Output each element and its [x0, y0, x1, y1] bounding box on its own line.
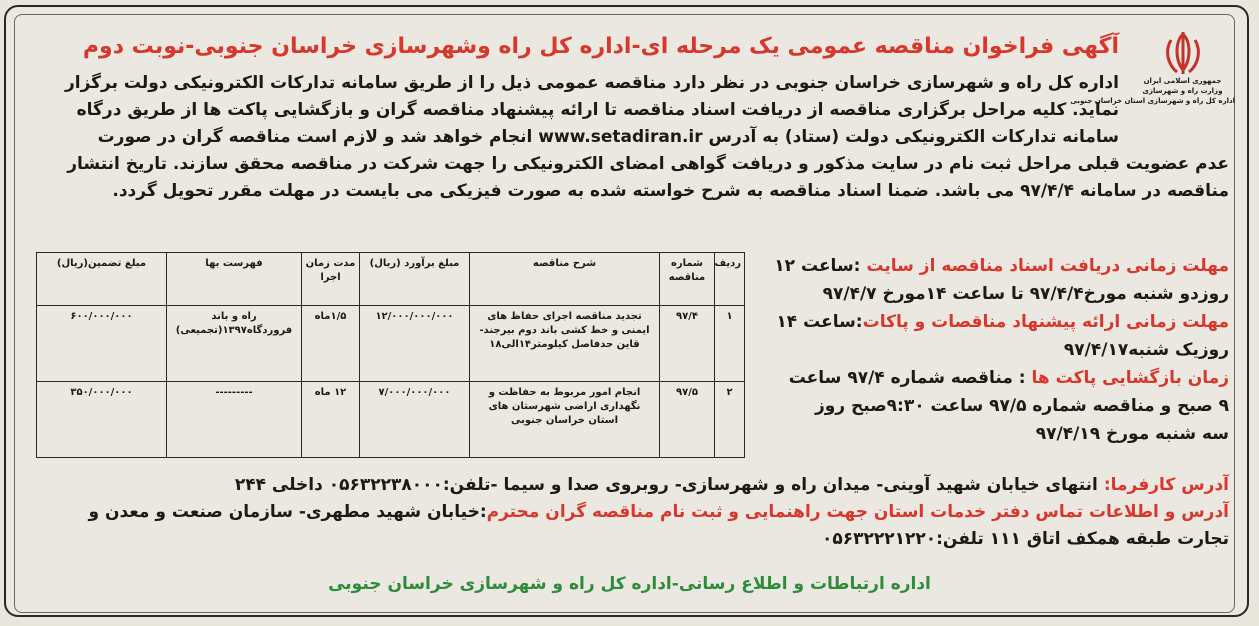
col-header-guarantee: مبلغ تضمین(ریال): [37, 253, 167, 306]
cell-guarantee: ۳۵۰/۰۰۰/۰۰۰: [37, 382, 167, 458]
office-address-value-1: :خیابان شهید مطهری- سازمان صنعت و معدن و: [88, 502, 487, 522]
col-header-description: شرح مناقصه: [470, 253, 660, 306]
office-address-value-2: تجارت طبقه همکف اتاق ۱۱۱ تلفن:۰۵۶۳۲۲۲۱۲۲۰: [821, 529, 1229, 549]
schedule-section: [744, 252, 1229, 448]
issuer-footer: اداره ارتباطات و اطلاع رسانی-اداره کل راه و شهرسازی خراسان جنوبی: [328, 574, 931, 594]
docs-deadline-time: :ساعت ۱۲: [774, 256, 861, 276]
intro-line: نماید. کلیه مراحل برگزاری مناقصه از دریافت اسناد مناقصه تا ارائه پیشنهاد مناقصه گران و بازگشایی پاکت ها از طریق درگاه: [76, 100, 1119, 120]
cell-row-number: ۱: [715, 306, 745, 382]
col-header-estimate: مبلغ برآورد (ریال): [360, 253, 470, 306]
intro-line: سامانه تدارکات الکترونیکی دولت (ستاد) به آدرس www.setadiran.ir انجام خواهد شد و لازم است مناقصه گران در صورت: [97, 127, 1119, 147]
cell-tender-number: ۹۷/۴: [660, 306, 715, 382]
office-address-label: آدرس و اطلاعات تماس دفتر خدمات استان جهت راهنمایی و ثبت نام مناقصه گران محترم: [486, 502, 1229, 522]
intro-line: عدم عضویت قبلی مراحل ثبت نام در سایت مذکور و دریافت گواهی امضای الکترونیکی را جهت شرکت در مناقصه محقق سازند. تاریخ انتشار: [67, 154, 1229, 174]
opening-line-1: : مناقصه شماره ۹۷/۴ ساعت: [788, 368, 1026, 388]
cell-price-list: راه و باند فروردگاه۱۳۹۷(تجمیعی): [167, 306, 302, 382]
cell-description: انجام امور مربوط به حفاظت و نگهداری اراضی شهرستان های استان خراسان جنوبی: [470, 382, 660, 458]
intro-line: اداره کل راه و شهرسازی خراسان جنوبی در نظر دارد مناقصه عمومی ذیل را از طریق سامانه تدارکات الکترونیکی دولت برگزار: [64, 73, 1119, 93]
bids-deadline-time: :ساعت ۱۴: [776, 312, 863, 332]
table-row: [37, 306, 745, 382]
bids-deadline-label: مهلت زمانی ارائه پیشنهاد مناقصات و پاکات: [862, 312, 1229, 332]
col-header-row-number: ردیف: [715, 253, 745, 306]
intro-line: مناقصه در سامانه ۹۷/۴/۴ می باشد. ضمنا اسناد مناقصه به شرح خواسته شده به صورت فیزیکی می بایست در مهلت مقرر تحویل گردد.: [112, 181, 1229, 201]
cell-duration: ۱/۵ماه: [302, 306, 360, 382]
cell-estimate: ۱۲/۰۰۰/۰۰۰/۰۰۰: [360, 306, 470, 382]
opening-label: زمان بازگشایی پاکت ها: [1031, 368, 1229, 388]
opening-line-3: سه شنبه مورخ ۹۷/۴/۱۹: [1035, 424, 1229, 444]
employer-address-value: انتهای خیابان شهید آوینی- میدان راه و شهرسازی- روبروی صدا و سیما -تلفن:۰۵۶۳۲۲۳۸۰۰۰ داخلی ۲۴۴: [234, 475, 1104, 495]
logo-line-3: اداره کل راه و شهرسازی استان خراسان جنوبی: [1070, 97, 1235, 105]
docs-deadline-date: روزدو شنبه مورخ۹۷/۴/۴ تا ساعت ۱۴مورخ ۹۷/۴/۷: [822, 284, 1229, 304]
bids-deadline-date: روزیک شنبه۹۷/۴/۱۷: [1063, 340, 1229, 360]
cell-price-list: ---------: [167, 382, 302, 458]
col-header-duration: مدت زمان اجرا: [302, 253, 360, 306]
table-row: [37, 382, 745, 458]
cell-duration: ۱۲ ماه: [302, 382, 360, 458]
notice-title: آگهی فراخوان مناقصه عمومی یک مرحله ای-اداره کل راه وشهرسازی خراسان جنوبی-نوبت دوم: [82, 34, 1119, 59]
table-header-row: [37, 253, 745, 306]
cell-guarantee: ۶۰۰/۰۰۰/۰۰۰: [37, 306, 167, 382]
cell-description: تجدید مناقصه اجرای حفاظ های ایمنی و خط کشی باند دوم بیرجند- قاین حدفاصل کیلومتر۱۴الی۱۸: [470, 306, 660, 382]
logo-line-1: جمهوری اسلامی ایران: [1143, 77, 1222, 85]
cell-estimate: ۷/۰۰۰/۰۰۰/۰۰۰: [360, 382, 470, 458]
cell-tender-number: ۹۷/۵: [660, 382, 715, 458]
employer-address-label: آدرس کارفرما:: [1103, 475, 1229, 495]
logo-line-2: وزارت راه و شهرسازی: [1142, 87, 1223, 95]
iran-emblem-icon: [1161, 30, 1205, 76]
opening-line-2: ۹ صبح و مناقصه شماره ۹۷/۵ ساعت ۹:۳۰صبح روز: [814, 396, 1229, 416]
tender-table: [36, 252, 745, 458]
contact-section: [29, 472, 1229, 553]
cell-row-number: ۲: [715, 382, 745, 458]
ministry-logo: [1070, 24, 1235, 134]
col-header-price-list: فهرست بها: [167, 253, 302, 306]
col-header-tender-number: شماره مناقصه: [660, 253, 715, 306]
docs-deadline-label: مهلت زمانی دریافت اسناد مناقصه از سایت: [866, 256, 1229, 276]
